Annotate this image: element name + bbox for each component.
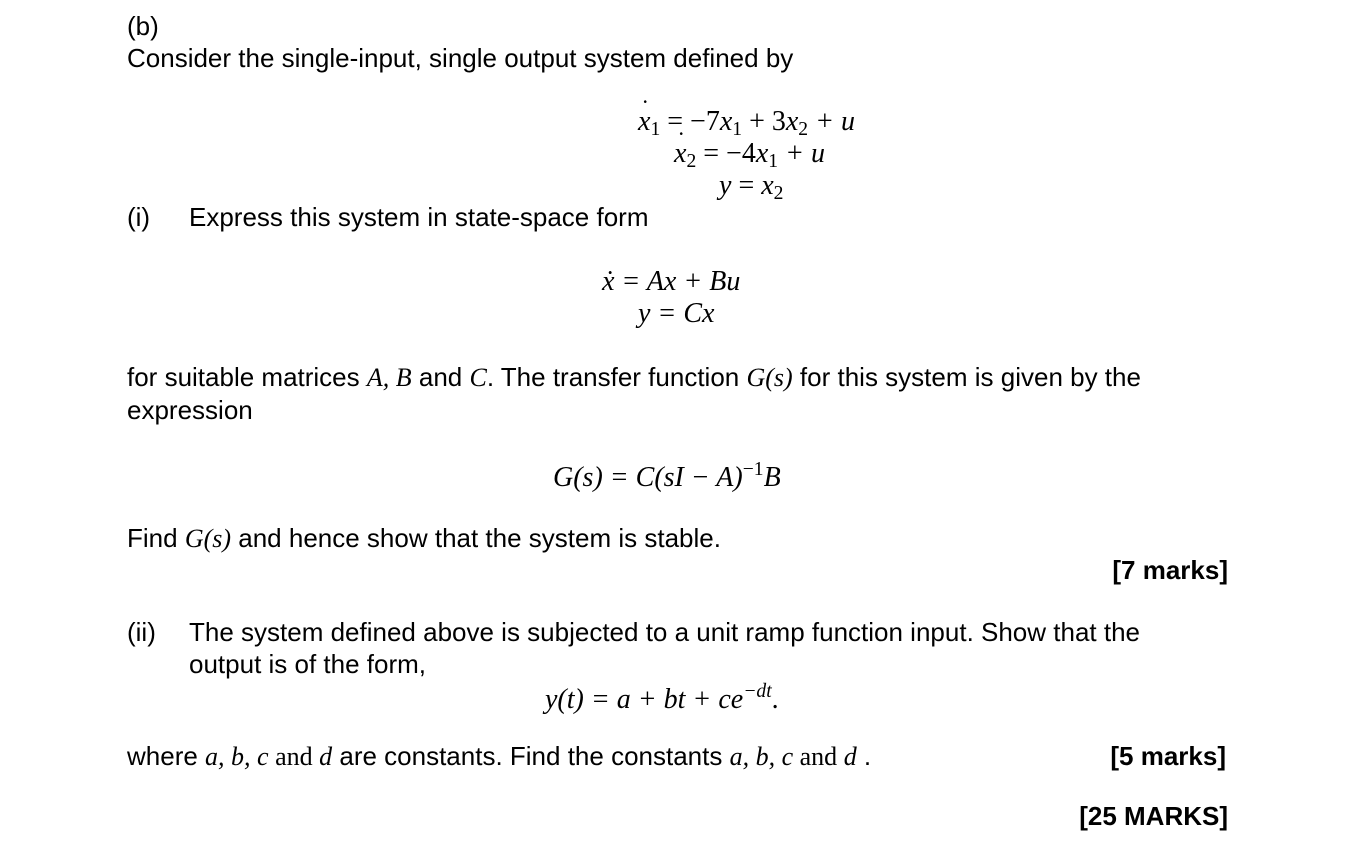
part-ii-label: (ii) <box>127 617 156 647</box>
part-ii-marks: [5 marks] <box>1110 741 1226 771</box>
find-gs-text: Find G(s) and hence show that the system is stable. <box>127 523 721 553</box>
output-form-equation: y(t) = a + bt + $ce^{-dt}$. <box>545 681 779 715</box>
matrices-paragraph: for suitable matrices A, B and C. The transfer function G(s) for this system is given by the <box>127 362 1141 392</box>
part-ii-line-1: The system defined above is subjected to a unit ramp function input. Show that the <box>189 617 1141 647</box>
intro-text: Consider the single-input, single output system defined by <box>127 43 794 73</box>
transfer-function-equation: G(s) = C(sI − A)$^{-1}$B <box>553 459 781 493</box>
state-space-line-2: y = Cx <box>638 298 715 329</box>
part-ii-line-2: output is of the form, <box>189 649 427 679</box>
part-i-text: Express this system in state-space form <box>189 202 649 232</box>
state-space-line-1: ẋ = Ax + Bu <box>602 266 741 297</box>
part-i-label: (i) <box>127 202 151 232</box>
part-label: (b) <box>127 11 159 41</box>
part-i-marks: [7 marks] <box>1112 555 1228 585</box>
total-marks: [25 MARKS] <box>1079 801 1228 831</box>
constants-text: where a, b, c and d are constants. Find the constants a, b, c and d . <box>127 741 872 771</box>
equation-1: ˙ $x_1 = -7x_1 + 3x_2 + u$ <box>638 108 855 139</box>
equation-2: ˙ $x_2 = -4x_1 + u$ <box>674 140 825 171</box>
equation-3: $y = x_2$ <box>719 170 784 204</box>
matrices-paragraph-line-2: expression <box>127 395 253 425</box>
